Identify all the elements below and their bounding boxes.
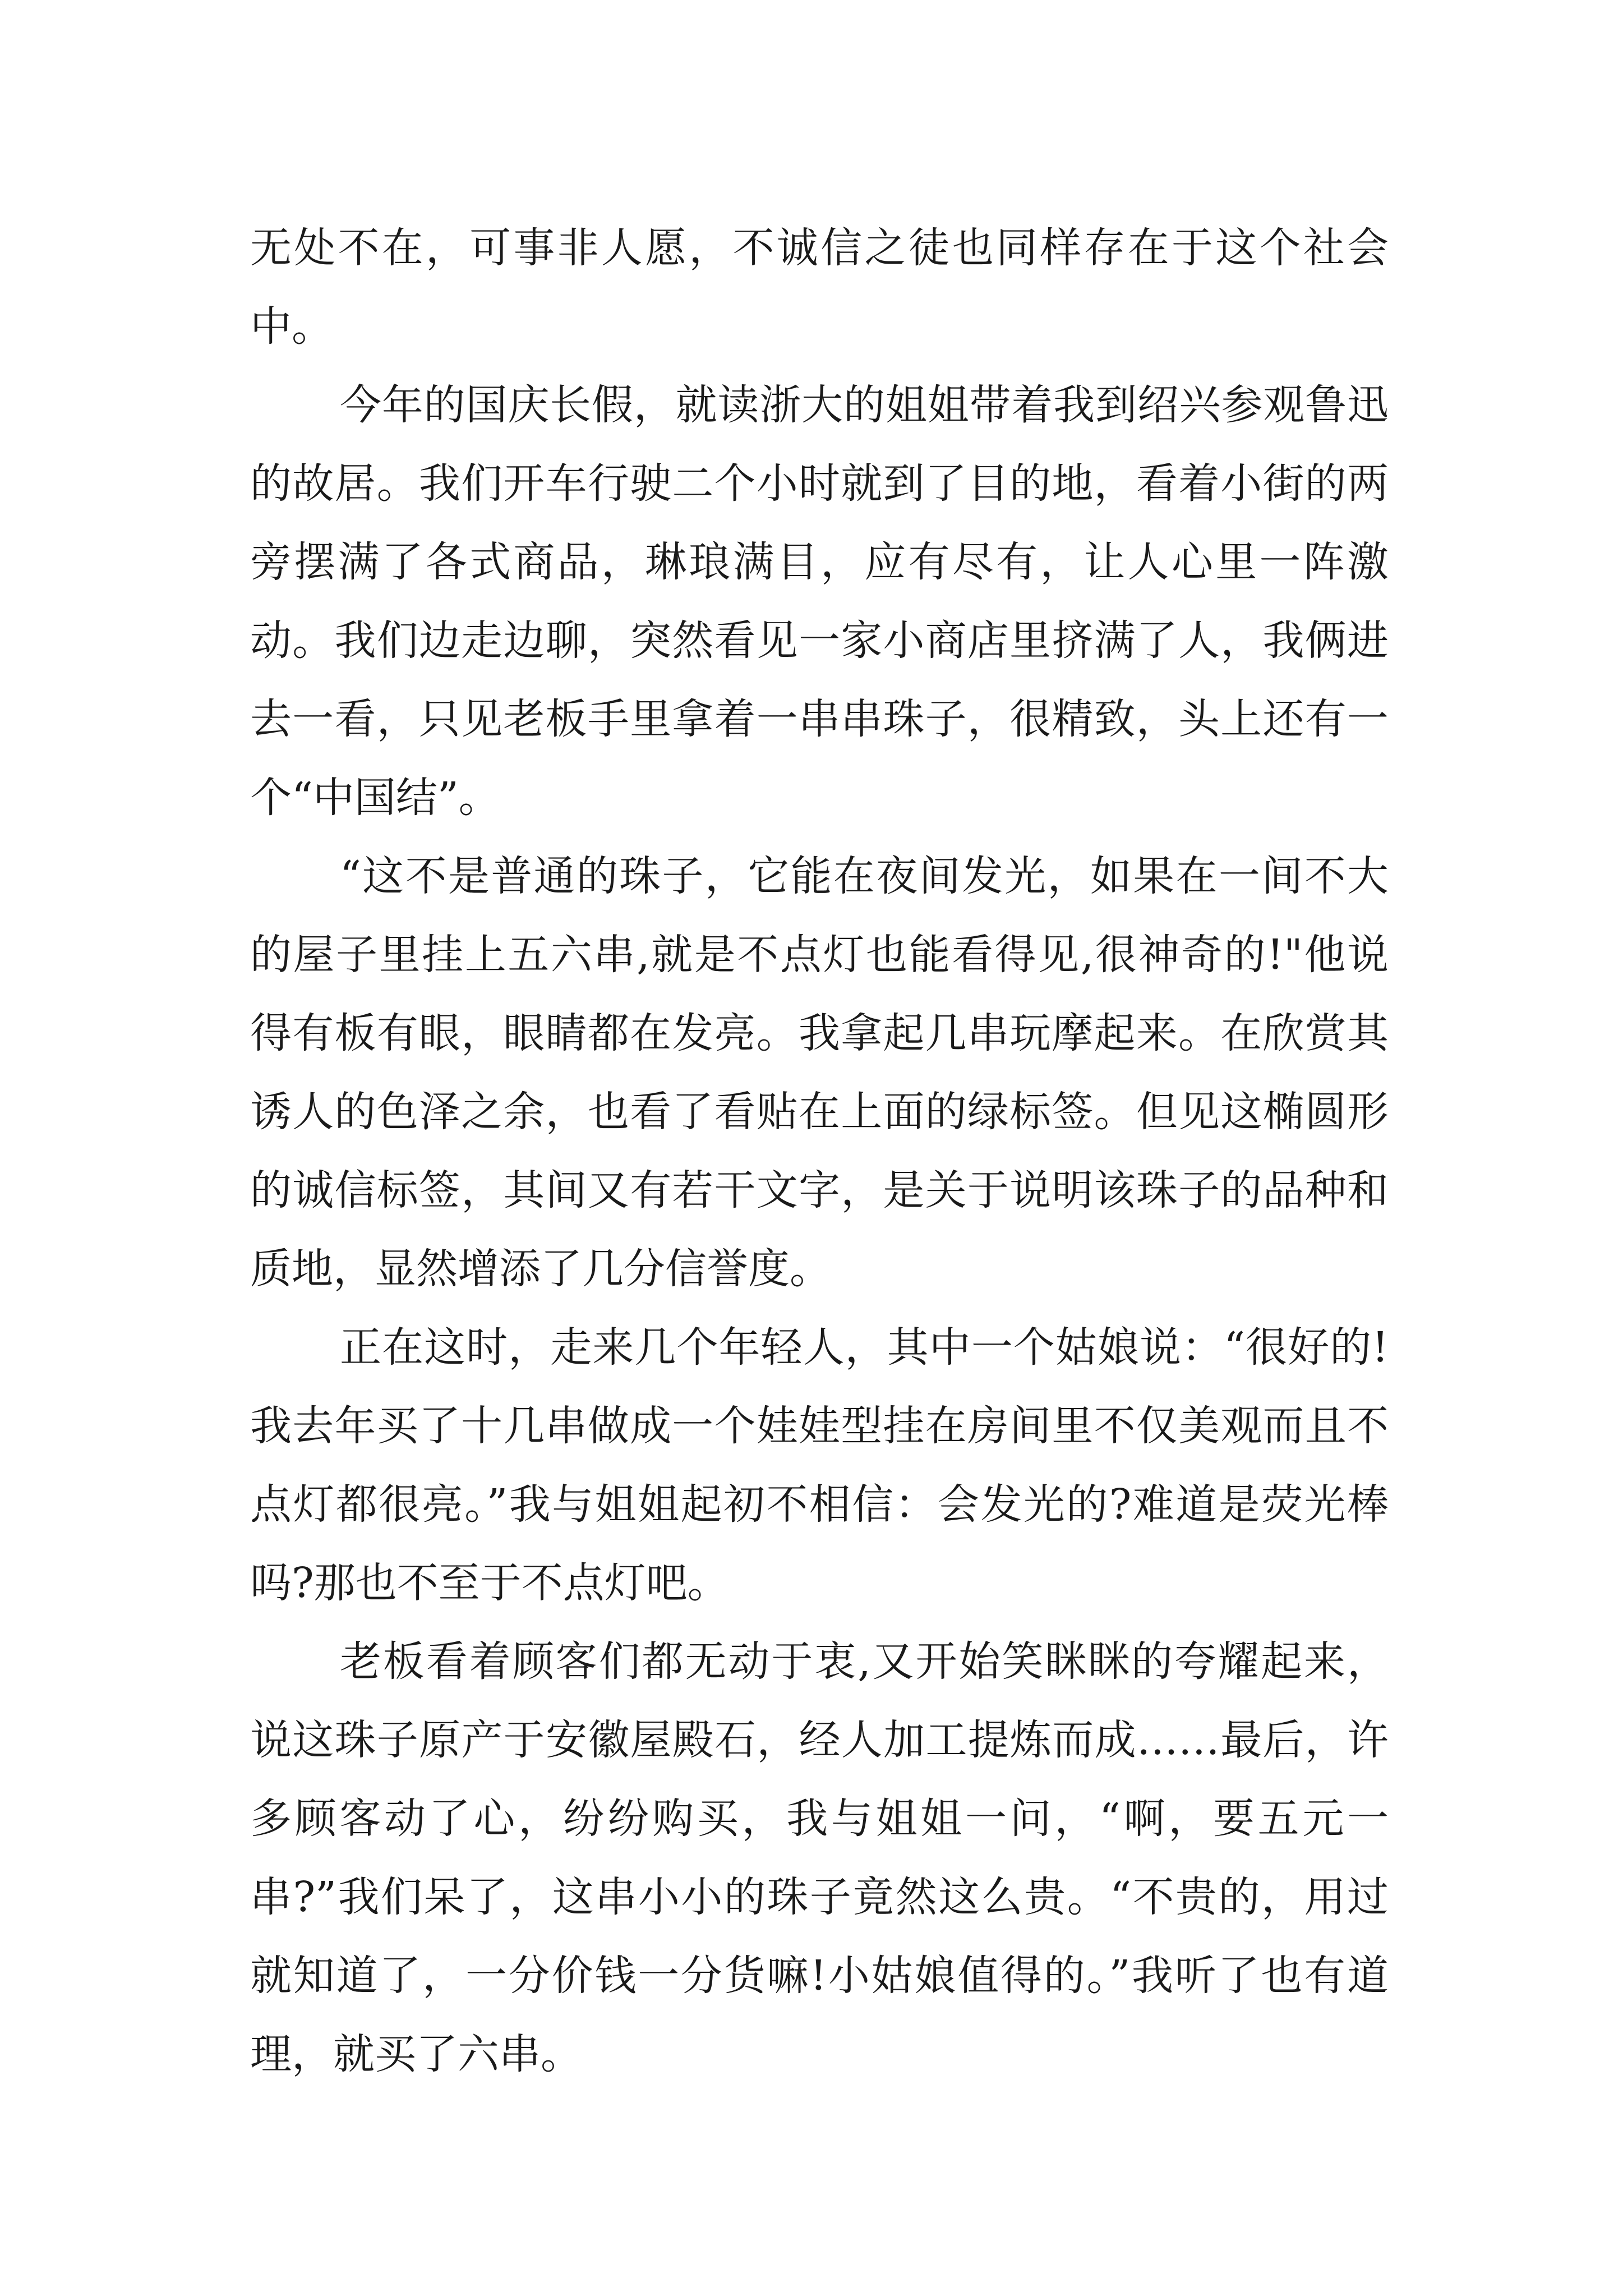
paragraph-1: 无处不在，可事非人愿，不诚信之徒也同样存在于这个社会中。 bbox=[250, 224, 1389, 351]
body-text bbox=[250, 209, 1389, 2093]
paragraph-2: 今年的国庆长假，就读浙大的姐姐带着我到绍兴参观鲁迅的故居。我们开车行驶二个小时就到了目的地，看着小街的两旁摆满了各式商品，琳琅满目，应有尽有，让人心里一阵激动。我们边走边聊，突然看见一家小商店里挤满了人，我俩进去一看，只见老板手里拿着一串串珠子，很精致，头上还有一个“中国结”。 bbox=[250, 381, 1389, 822]
paragraph-3: “这不是普通的珠子，它能在夜间发光，如果在一间不大的屋子里挂上五六串,就是不点灯也能看得见,很神奇的!"他说得有板有眼，眼睛都在发亮。我拿起几串玩摩起来。在欣赏其诱人的色泽之余，也看了看贴在上面的绿标签。但见这椭圆形的诚信标签，其间又有若干文字，是关于说明该珠子的品种和质地，显然增添了几分信誉度。 bbox=[250, 852, 1389, 1293]
paragraph-4: 正在这时，走来几个年轻人，其中一个姑娘说：“很好的!我去年买了十几串做成一个娃娃型挂在房间里不仅美观而且不点灯都很亮。”我与姐姐起初不相信：会发光的?难道是荧光棒吗?那也不至于不点灯吧。 bbox=[250, 1323, 1389, 1607]
paragraph-5: 老板看着顾客们都无动于衷,又开始笑眯眯的夸耀起来，说这珠子原产于安徽屋殿石，经人加工提炼而成……最后，许多顾客动了心，纷纷购买，我与姐姐一问，“啊，要五元一串?”我们呆了，这串小小的珠子竟然这么贵。“不贵的，用过就知道了，一分价钱一分货嘛!小姑娘值得的。”我听了也有道理，就买了六串。 bbox=[250, 1637, 1389, 2078]
